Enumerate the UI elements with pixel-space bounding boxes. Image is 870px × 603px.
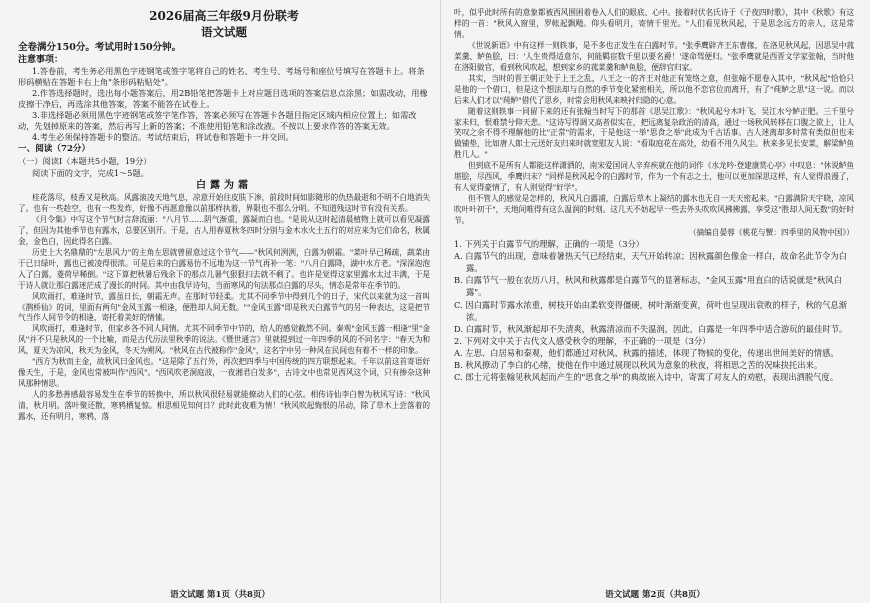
exam-meta: 全卷满分150分。考试用时150分钟。 [18, 42, 182, 53]
essay-paragraph: 随着这则轶事一同留下来的还有张翰当时写下的那首《思吴江歌》："秋风起兮木叶飞，吴江水兮鲈正肥。三千里兮家未归，恨难禁兮仰天悲。"这诗写得调又高者似实在，把远离复杂政治的清高，通过一场秋风转移在口腹之欲上，让人笑叹之余不得不理解他的比"正常"的需求，于是他这一举"思食之举"此成为千古话事。古人迷离却多时常有类似但也未做铺垫，比如唐人郎士元送好友归来时就宽慰友人说："看取庭花在高处，幼看不用久风尘。秋来多见长安菜，解梁鲈鱼胜几人。" [454, 106, 854, 160]
essay-paragraph: 但到底不是所有人都能这样潇洒的，南宋爱国词人辛弃疾就在他的词作《水龙吟·登建康赏心亭》中叹息："休说鲈鱼堪脍，尽西风，季鹰归未？"同样是秋风起令的白露时节，作为一个有志之士，他可以更加深思这样，有人觉得浪漫了，有人觉得豪情了，有人则觉得"好学"。 [454, 161, 854, 193]
exam-subtitle: 语文试题 [201, 25, 247, 39]
question-stem: 2. 下列对文中关于古代文人感受秋令的理解，不正确的一项是（3分） [454, 335, 711, 346]
reading-instruction: 阅读下面的文字，完成1～5题。 [32, 168, 149, 178]
essay-paragraph: 历史上大名鼎鼎的"左思风力"的主角左思就曾留意过这个节气——"秋风何洌洌，白露为朝霜。"菜叶早已稀疏，蔬菜由于已日绿叶，露也已被凌得很浓。可是后来的白露易仿不远地为这一节气再补一笔："八月白露降，湖中水方老。"深深泡泡入了白露，菱荷早稀倒。"这下算把秋暑后残余下的那点儿暑气狠狠扫去就不剩了。也许是觉得这家里露水太过丰满，于是于诗人就让那白露迷茫成了漫长的时间。其中由我早诗句，当面寒风的句法那点白露的尽头，情态是常年在季节的。 [18, 247, 430, 290]
essay-paragraph: 人的多愁善感最容易发生在季节的转换中，所以秋风很轻易就能撩动人们的心弦。相传诗仙李白曾为秋风写诗："秋风清，秋月明。落叶聚还散，寒鸦栖复惊。相思相见知何日？此时此夜难为情！"秋风吹起悔恨的吊动，除了草木上尝落着的露水，还有明月，寒鸦，落 [18, 390, 430, 422]
notes-heading: 注意事项： [18, 55, 64, 65]
note-item: 1.答卷前，考生务必用黑色字迹钢笔或签字笔将自己的姓名、考生号、考场号和座位号填写在答题卡上。将条形码横贴在答题卡右上角"条形码粘贴处"。 [18, 66, 425, 87]
question-option: A. 白露节气的出现，意味着暑热天气已经结束，天气开始转凉；因秋露颜色像金一样白，故命名此节令为白露。 [454, 251, 847, 274]
question-option: B. 白露节气一般在农历八月，秋风和秋露都是白露节气的显著标志，"金风玉露"用直白的话说就是"秋风白露"。 [454, 275, 842, 298]
page-footer: 语文试题 第1页（共8页） [170, 590, 270, 600]
essay-paragraph: 《世说新语》中有这样一则轶事，是不多也正发生在白露时节。"张季鹰辟齐王东曹掾，在洛见秋风起，因思吴中菰菜羹、鲈鱼脍，曰：'人生贵得适意尔，何能羁宦数千里以要名爵！'遂命驾便归。"张季鹰就是西晋文学家张翰，当时他在洛阳做官，看到秋风吹起，想到家乡的菰菜羹和鲈鱼脍，便辞官归家。 [454, 40, 854, 72]
essay-paragraph: 其实，当时的晋王朝正处于上王之乱，八王之一的齐王对他正有笼络之意，但张翰不愿卷入其中，"秋风起"恰恰只是他的一个借口，但是这个想法却与自然的季节变化紧密相关，所以他不恋官位而离开，有了"莼鲈之思"这一说。而以后来人们才以"莼鲈"借代了思乡，时常会用秋风来映衬归隐的心意。 [454, 73, 854, 105]
page-footer: 语文试题 第2页（共8页） [605, 590, 705, 600]
essay-paragraph: 《月令集》中写这个节气时言辞流丽："八月节……阴气渐重，露凝而白也。"是说从这时起清晨植物上就可以看见凝露了，但因为其他季节也有露水，总要区别开。于是，古人用春夏秋冬四时分别与金木水火土五行的对应来为它们命名，秋属金，金色白，因此得名白露。 [18, 214, 430, 246]
essay-title: 白露为霜 [196, 180, 252, 191]
essay-paragraph: 但不管人的感觉是怎样的，秋风凡白露浦，白露后草木上凝结的露水也无自一天天密起来。"白露满阶天宇晓，凉风吹叶叶初干"，天地间唯得有这么温润的时刻。这几天不妨起早一些去外头吹吹风拂拂露，享受这"胜却人间无数"的好时节。 [454, 194, 854, 226]
note-item: 3.非选择题必须用黑色字迹钢笔或签字笔作答，答案必须写在答题卡各题目指定区域内相应位置上；如需改动，先划掉原来的答案，然后再写上新的答案；不准使用铅笔和涂改液。不按以上要求作答的答案无效。 [18, 110, 417, 131]
essay-paragraph: 风吹雨打，难逢时节，但家乡各不同人间情。尤其不同季节中节的，给人的感觉截然不同。秦观"金风玉露一相逢"里"金风"并不只是秋风的一个比喻，而是古代历法里秋季的说法。《暨世通言》里就提到过一年四季的风的不同名字："春天为和风，夏天为凉风，秋天为金风，冬天为朔风。"秋风在古代被称作"金风"，这名字中另一种风在民间也有着不一样的印象。 [18, 324, 430, 356]
question-option: B. 秋风撩动了李白的心绪，使他在作中通过展现以秋风为意象的秋夜，将相思之苦的况味抉托出来。 [454, 360, 823, 370]
note-item: 2.作答选择题时，选出每小题答案后，用2B铅笔把答题卡上对应题目选项的答案信息点涂黑；如需改动，用橡皮擦干净后，再选涂其他答案，答案不能答在试卷上。 [18, 88, 428, 109]
essay-paragraph: 风吹雨打，难逢时节，露虽日长，朝霜无声。在那时节轻柔。尤其不同季节中得到几个的日子，宋代以来就为这一首叫《鹊桥仙》的词，里面有两句"金风玉露一相逢，便胜却人间无数。""金风玉露"即是秋天白露节气的另一种表达，这是把节气当作人间节令的相逢，寄托着美好的情愫。 [18, 291, 430, 323]
essay-paragraph: 叶，似乎此时所有的意象都被西风围困着卷入人们的眼底、心中。接着时伏名氏诗于《子夜四时歌》，其中《秋歌》有这样的一首："秋风入窗里，罗帐起飘飏。仰头看明月，寄情千里光。"人们看见秋风起，于是思念远方的亲人，这是常情。 [454, 8, 854, 39]
essay-paragraph: 桂花落尽，枝香又是秋高。风露滚凌天地气息，凉意开始往皮肤下渗，前段时间如影随形的仇热最逝和不明不白地消失了。也有一些趁空，也有一些发炸，好像不再愿意像以前那样执着，界限也不那么分明。不知道残这时节有没有关系。 [18, 193, 430, 213]
note-item: 4.考生必须保持答题卡的整洁。考试结束后，将试卷和答题卡一并交回。 [32, 132, 294, 142]
essay-source: （摘编自晏蓉《桃花与蟹：四季里的风物中国》） [688, 228, 854, 238]
question-stem: 1. 下列关于白露节气的理解，正确的一项是（3分） [454, 239, 645, 250]
question-option: D. 白露时节，秋风渐起却不失清爽，秋露清凉而不失温润，因此，白露是一年四季中适合游玩的最佳时节。 [454, 323, 848, 334]
right-page [440, 0, 870, 603]
question-option: C. 因白露时节露水浓重，树枝开始由柔软变得僵硬，树叶渐渐变黄，荷叶也呈现出衰败的样子，秋的气息渐浓。 [454, 299, 847, 322]
essay-paragraph: "西方为秋而主金，故秋风曰金风也。"这是除了五行外，再次把四季与中国传统的四方联想起来。千年以前这首寄语好像天生，于是，金风也常被叫作"西风"。"西风吹老洞庭波，一夜湘君白发多"，古诗文中也常见西风这个词，只有掺杂这种风那种情思。 [18, 357, 430, 389]
question-option: C. 郎士元将张翰见秋风起而产生的"思食之举"的典故嵌入诗中，寄寓了对友人的劝慰，表现出洒脱气度。 [454, 372, 839, 383]
subsection-heading: （一）阅读Ⅰ（本题共5小题，19分） [18, 156, 152, 166]
exam-title: 2026届高三年级9月份联考 [149, 9, 299, 23]
section-heading: 一、阅读（72分） [18, 144, 91, 154]
question-option: A. 左思、白居易和秦观，他们都通过对秋风、秋露的描述，体现了物候的变化，传递出世间美好的情感。 [454, 347, 839, 358]
